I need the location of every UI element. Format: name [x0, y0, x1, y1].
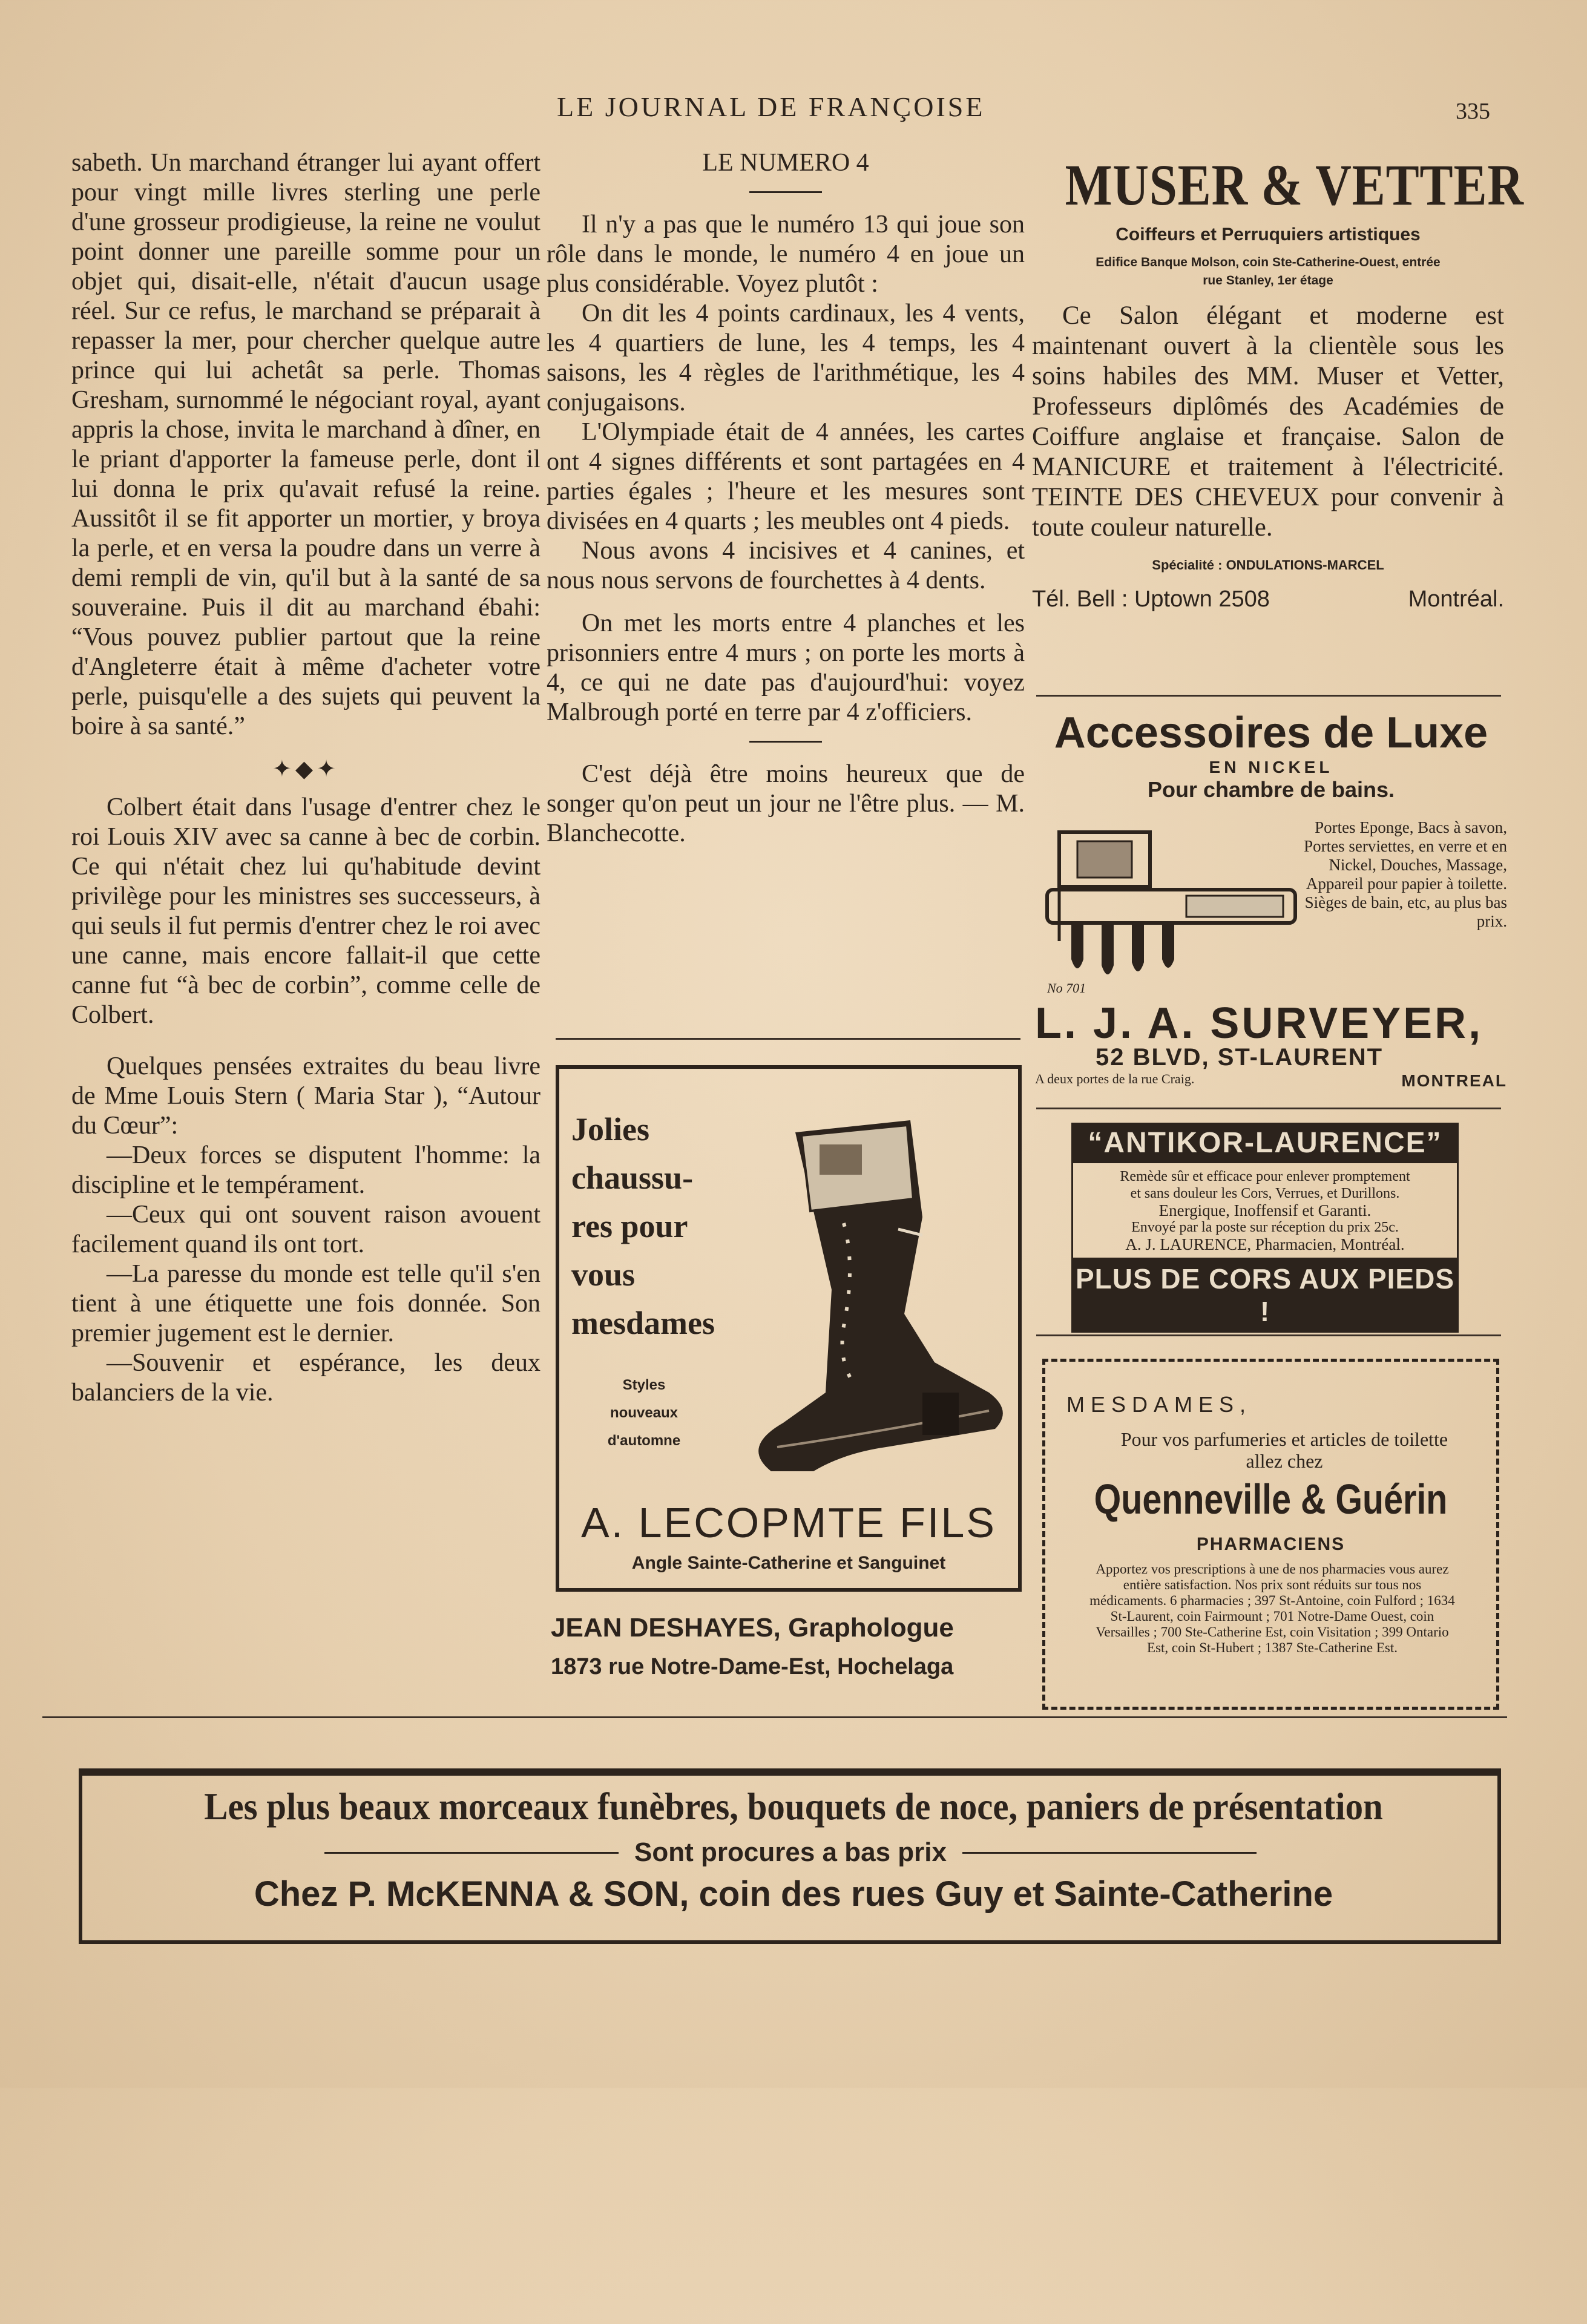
article-paragraph-3: L'Olympiade était de 4 années, les cartes ont 4 signes différents et sont partagées en 4 parties égales ; l'heure et les mesures sont divisées en 4 quarts ; les meubles ont 4 pieds. [547, 418, 1025, 535]
ad-styles [583, 1371, 705, 1455]
article-paragraph-1: Il n'y a pas que le numéro 13 qui joue son rôle dans le monde, le numéro 4 en joue un plus considérable. Voyez plutôt : [547, 211, 1025, 298]
ad-divider-1 [1036, 695, 1501, 697]
column1-paragraph-1: sabeth. Un marchand étranger lui ayant offert pour vingt mille livres sterling une perle d'une grosseur prodigieuse, la reine ne voulut point donner une pareille somme pour un objet qui, disait-elle, n'était d'aucun usage réel. Sur ce refus, le marchand se préparait à repasser la mer, pour chercher quelque autre prince qui lui achetât sa perle. Thomas Gresham, surnommé le négociant royal, ayant appris la chose, invita le marchand à dîner, en le priant d'apporter la fameuse perle, dont il lui donna le prix qu'avait refusé la reine. Aussitôt il se fit apporter un mortier, y broya la perle, et en versa la poudre dans un verre à demi rempli de vin, qu'il but à la santé de sa souveraine. Puis il dit au marchand ébahi: “Vous pouvez publier partout que la reine d'Angleterre était à même d'acheter votre perle, puisqu'elle a des sujets qui peuvent la boire à sa santé.” [71, 149, 540, 740]
line-3: Energique, Inoffensif et Garanti. [1158, 1201, 1372, 1219]
headline-line: mesdames [571, 1305, 715, 1341]
ad-address: Angle Sainte-Catherine et Sanguinet [631, 1553, 946, 1573]
page-header [0, 91, 1587, 127]
ad-divider-3 [1036, 1334, 1501, 1336]
section-separator: ✦◆✦ [272, 757, 340, 782]
ad-accessoires [1035, 708, 1507, 1101]
line-4: Envoyé par la poste sur réception du prix 25c. [1131, 1219, 1399, 1235]
thought-2: —Ceux qui ont souvent raison avouent facilement quand ils ont tort. [71, 1201, 540, 1258]
thought-4: —Souvenir et espérance, les deux balanciers de la vie. [71, 1349, 540, 1407]
ad-line-2: Sont procures a bas prix [634, 1837, 947, 1867]
ad-specialty: Spécialité : ONDULATIONS-MARCEL [1152, 557, 1384, 573]
ad-divider-2 [1036, 1108, 1501, 1109]
ad-subtitle-nickel: EN NICKEL [1209, 758, 1333, 776]
ad-title: JEAN DESHAYES, Graphologue [551, 1613, 954, 1643]
ad-title: “ANTIKOR-LAURENCE” [1071, 1123, 1459, 1163]
ad-description: Portes Eponge, Bacs à savon, Portes serviettes, en verre et en Nickel, Douches, Massage, Appareil pour papier à toilette. Sièges de bain, etc, au plus bas prix. [1304, 818, 1507, 930]
headline-line: res pour [571, 1208, 688, 1244]
article-paragraph-4: Nous avons 4 incisives et 4 canines, et nous nous servons de fourchettes à 4 dents. [547, 537, 1025, 594]
ad-title: MUSER & VETTER [1065, 153, 1524, 217]
ad-address: 52 BLVD, ST-LAURENT [1096, 1044, 1384, 1071]
mckenna-border [79, 1768, 1501, 1944]
ad-quenneville [1042, 1359, 1499, 1710]
ad-address-note: A deux portes de la rue Craig. [1035, 1071, 1195, 1086]
journal-title: LE JOURNAL DE FRANÇOISE [557, 91, 985, 122]
article-rule [749, 741, 822, 743]
ad-body: Apportez vos prescriptions à une de nos pharmacies vous aurez entière satisfaction. Nos prix sont réduits sur tous nos médicaments. 6 pharmacies ; 397 St-Antoine, coin Fulford ; 1634 St-Laurent, coin Fairmount ; 701 Notre-Dame Ouest, coin Versailles ; 700 Ste-Catherine Est, coin Visitation ; 399 Ontario Est, coin St-Hubert ; 1387 Ste-Catherine Est. [1089, 1561, 1455, 1655]
ad-merchant-name: A. LECOPMTE FILS [581, 1499, 996, 1546]
column2-bottom-rule [556, 1038, 1020, 1040]
ad-body [1071, 1163, 1459, 1258]
ad-subtitle: Coiffeurs et Perruquiers artistiques [1116, 225, 1421, 245]
headline-line: vous [571, 1256, 636, 1293]
address-line-2: rue Stanley, 1er étage [1203, 274, 1333, 287]
styles-line: d'automne [607, 1433, 681, 1449]
ad-title: Quenneville & Guérin [1094, 1475, 1448, 1523]
ad-footer: PLUS DE CORS AUX PIEDS ! [1071, 1258, 1459, 1333]
thought-1: —Deux forces se disputent l'homme: la discipline et le tempérament. [71, 1141, 540, 1199]
ad-subtitle: PHARMACIENS [1196, 1534, 1346, 1554]
ad-title: Accessoires de Luxe [1054, 709, 1488, 757]
heading-rule [749, 191, 822, 193]
line-2: et sans douleur les Cors, Verrues, et Durillons. [1130, 1186, 1400, 1201]
ad-merchant-name: L. J. A. SURVEYER, [1035, 999, 1484, 1048]
ad-line-3: Chez P. McKENNA & SON, coin des rues Guy et Sainte-Catherine [254, 1874, 1333, 1914]
boot-illustration [705, 1108, 1019, 1483]
ad-address: 1873 rue Notre-Dame-Est, Hochelaga [551, 1654, 954, 1679]
ad-subtitle-bath: Pour chambre de bains. [1147, 777, 1395, 802]
thought-3: —La paresse du monde est telle qu'il s'en tient à une étiquette une fois donnée. Son premier jugement est le dernier. [71, 1260, 540, 1347]
ad-lecopmte-shoes [556, 1065, 1022, 1592]
styles-line: Styles [622, 1377, 666, 1393]
item-number: No 701 [1047, 980, 1086, 996]
ad-intro: Pour vos parfumeries et articles de toilette allez chez [1120, 1428, 1448, 1472]
phone: Tél. Bell : Uptown 2508 [1032, 586, 1270, 612]
ad-address [1032, 254, 1504, 290]
ad-body: Ce Salon élégant et moderne est maintenant ouvert à la clientèle sous les soins habiles des MM. Muser et Vetter, Professeurs diplômés des Académies de Coiffure anglaise et française. Salon de MANICURE et traitement à l'électricité. TEINTE DES CHEVEUX pour convenir à toute couleur naturelle. [1032, 301, 1504, 542]
ad-muser-vetter [1032, 151, 1524, 612]
ad-salutation: MESDAMES, [1066, 1392, 1252, 1417]
headline-line: chaussu- [571, 1160, 694, 1196]
ad-antikor [1071, 1123, 1459, 1333]
line-5: A. J. LAURENCE, Pharmacien, Montréal. [1125, 1235, 1405, 1253]
article-heading: LE NUMERO 4 [702, 149, 869, 177]
page-divider [42, 1716, 1507, 1718]
article-paragraph-5: On met les morts entre 4 planches et les prisonniers entre 4 murs ; on porte les morts à 4, ce qui ne date pas d'aujourd'hui: voyez Malbrough porté en terre par 4 z'officiers. [547, 609, 1025, 726]
styles-line: nouveaux [610, 1405, 678, 1421]
address-line-1: Edifice Banque Molson, coin Ste-Catherine-Ouest, entrée [1096, 255, 1441, 269]
article-paragraph-2: On dit les 4 points cardinaux, les 4 vents, les 4 quartiers de lune, les 4 temps, les 4 saisons, les 4 règles de l'arithmétique, les 4 conjugaisons. [547, 300, 1025, 416]
ad-deshayes [551, 1613, 1029, 1680]
quote-blanchecotte: C'est déjà être moins heureux que de songer qu'on peut un jour ne l'être plus. — M. Blanchecotte. [547, 760, 1025, 847]
line-1: Remède sûr et efficace pour enlever promptement [1120, 1169, 1410, 1184]
soap-dish-illustration [1035, 820, 1301, 996]
ad-line-1: Les plus beaux morceaux funèbres, bouquets de noce, paniers de présentation [204, 1785, 1383, 1828]
ad-city: MONTREAL [1401, 1071, 1507, 1090]
ad-line-2-row [324, 1837, 1257, 1868]
column1-paragraph-3: Quelques pensées extraites du beau livre de Mme Louis Stern ( Maria Star ), “Autour du Cœur”: [71, 1052, 540, 1140]
ad-headline [571, 1105, 715, 1347]
column-1 [71, 148, 540, 1408]
page-number: 335 [1456, 99, 1490, 124]
ad-contact [1032, 586, 1504, 612]
column1-paragraph-2: Colbert était dans l'usage d'entrer chez le roi Louis XIV avec sa canne à bec de corbin. Ce qui n'était chez lui qu'habitude devint privilège pour les ministres ses successeurs, à qui seuls il fut permis d'entrer chez le roi avec une canne, mais encore fallait-il que cette canne fut “à bec de corbin”, comme celle de Colbert. [71, 793, 540, 1029]
headline-line: Jolies [571, 1111, 649, 1147]
column-2 [547, 148, 1025, 849]
city: Montréal. [1408, 586, 1504, 612]
